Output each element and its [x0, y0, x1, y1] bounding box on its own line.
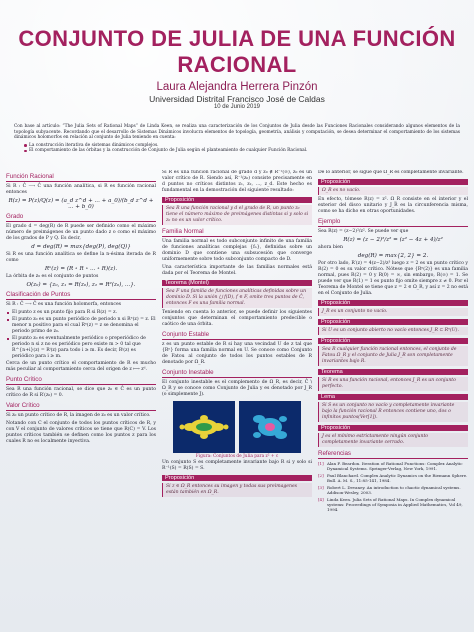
- column-3: [318, 170, 468, 626]
- reference: [318, 461, 468, 471]
- paragraph: Teniendo en cuenta lo anterior, se puede definir los siguientes conjuntos que determinan el comportamiento predecible o caótico de una órbita.: [162, 310, 312, 327]
- paragraph: El conjunto inestable es el complemento de Ω_R, es decir, Ĉ \ Ω_R y se conoce como Conjunto de Julia y es denotado por J_R (o simplemente J).: [162, 380, 312, 397]
- block-heading: Proposición: [318, 338, 468, 344]
- section-heading: Valor Crítico: [6, 403, 156, 411]
- equation: O(z₀) = {z₀, z₁ = R(z₀), z₂ = R²(z₀), ...}.: [26, 282, 136, 288]
- equation: d = deg(R) = max{deg(P), deg(Q)}: [31, 244, 131, 250]
- block-heading: Proposición: [318, 425, 468, 431]
- list-item: El punto z₀ es eventualmente periódico o preperiódico de periodo n si z no es periódico pero existe m > 0 tal que R^{n+i}(z) = Rⁱ(z) para todo i ≥ m. Es decir, Rⁱ(z) es periódico para i ≥ m.: [6, 336, 156, 360]
- section-heading: Conjunto Inestable: [162, 370, 312, 378]
- block-body: Sea F una familia de funciones analíticas definidas sobre un dominio D. Si la unión ⋃ f(D), f ∈ F, omite tres puntos de Ĉ, entonces F es una familia normal.: [162, 288, 312, 308]
- block-heading: Proposición: [318, 179, 468, 185]
- reference-number: [3]: [318, 485, 324, 490]
- block-body: J_R es un conjunto no vacío.: [318, 308, 468, 316]
- intro-bullets: [24, 143, 460, 154]
- section-heading: Función Racional: [6, 174, 156, 182]
- reference-text: Linda Keen. Julia Sets of Rational Maps. In Complex dynamical systems: Proceedings of Symposia in Applied Mathematics, Vol 49, 1994.: [327, 497, 463, 512]
- block-body: Si S es un conjunto no vacío y completamente invariante bajo la función racional R entonces contiene uno, dos o infinitos puntos(Ver[1]).: [318, 402, 468, 422]
- paragraph: Cerca de un punto crítico el comportamiento de R es mucho más peculiar al comportamiento cerca del origen de z ⟼ zᵈ.: [6, 361, 156, 372]
- equation: deg(R) = max{2, 2} = 2.: [357, 253, 429, 259]
- paragraph: El grado d = deg(R) de R puede ser definido como el máximo número de preimágenes de un punto dado z o como el máximo de los grados de P y Q. Es decir,: [6, 224, 156, 241]
- paragraph: En efecto, tómese R(z) = z². Ω_R consiste en el interior y el exterior del disco unitario y J_R es la circunferencia misma, como se ha dicho en otras oportunidades.: [318, 197, 468, 214]
- paragraph: Si R : Ĉ ⟶ Ĉ es una función holomorfa, entonces: [6, 302, 122, 307]
- reference: [318, 473, 468, 483]
- affiliation: Universidad Distrital Francisco José de Caldas: [149, 94, 325, 104]
- block-heading: Proposición: [318, 300, 468, 306]
- paragraph: Una característica importante de las familias normales está dada por el Teorema de Montel.: [162, 265, 312, 276]
- section-heading: Grado: [6, 214, 156, 222]
- column-1: [6, 170, 156, 626]
- paragraph: La órbita de z₀ es el conjunto de puntos: [6, 274, 99, 279]
- paragraph: Sea R una función racional, se dice que z₀ ∈ Ĉ es un punto crítico de R si R′(z₀) = 0.: [6, 387, 156, 398]
- reference: [318, 485, 468, 495]
- intro-text: Con base al artículo: “The Julia Sets of Rational Maps” de Linda Keen, se realiza una caracterización de los Conjuntos de Julia desde las Funciones Racionales considerando algunos elementos de la topología subyacente. Recordando que el desarrollo de Sistemas Dinámicos involucra elementos de topología, geometría, análisis y computación, se desea determinar el comportamiento de los sistemas dinámicos holomorfos en relación al conjunto de Julia teniendo en cuenta:: [14, 124, 460, 141]
- list-item: El punto z es un punto fijo para R si R(z) = z.: [6, 310, 156, 316]
- block-body: Si U es un conjunto abierto no vacío entonces J_R ⊂ Rⁿ(U).: [318, 327, 468, 335]
- block-body: J es el mínimo estrictamente ningún conjunto completamente invariante cerrado.: [318, 433, 468, 447]
- paragraph: Un conjunto S es completamente invariante bajo R si y solo si R⁻¹(S) = R(S) = S.: [162, 460, 312, 471]
- section-heading: Clasificación de Puntos: [6, 292, 156, 300]
- paragraph: Notando con C el conjunto de todos los puntos críticos de R, y con V el conjunto de valores críticos se tiene que R(C) = V. Los puntos críticos también se definen como los puntos z para los cuales R no es localmente inyectiva.: [6, 421, 156, 444]
- block-heading: Proposición: [162, 475, 312, 481]
- paragraph: z es un punto estable de R si hay una vecindad U de z tal que {Rⁿ} forma una familia normal en U. Se conoce como Conjunto de Fatou al conjunto de todos los puntos estables de R denotado por Ω_R.: [162, 342, 312, 365]
- section-heading: Conjunto Estable: [162, 332, 312, 340]
- section-heading: Punto Crítico: [6, 377, 156, 385]
- reference-number: [4]: [318, 497, 324, 502]
- block-heading: Proposición: [318, 319, 468, 325]
- block-heading: Lema: [318, 394, 468, 400]
- paragraph: Sea R(z) = (z−2)²/z². Se puede ver que: [318, 229, 409, 234]
- column-2: [162, 170, 312, 626]
- equation: R(z) = P(z)/Q(z) = (a_d z^d + ... + a_0)/(b_d z^d + ... + b_0): [8, 198, 154, 210]
- paragraph: Si R es una función analítica se define la n-ésima iterada de R como: [6, 252, 156, 263]
- date: 10 de Junio 2019: [213, 104, 261, 110]
- equation: R(z) = (z − 2)²/z² = (z² − 4z + 4)/z²: [343, 237, 443, 243]
- list-item: El punto z₀ es un punto periódico de periodo n si Rⁿ(z) = z. El menor n positivo para el cual Rⁿ(z) = z se denomina el periodo primo de z₀.: [6, 317, 156, 335]
- section-heading: Familia Normal: [162, 229, 312, 237]
- paragraph: Una familia normal es todo subconjunto infinito de una familia de funciones analíticas complejas {fₙ}, definidas sobre un dominio D que contiene una subsucesión que converge uniformemente sobre todo subconjunto compacto de D.: [162, 239, 312, 262]
- header: [0, 0, 474, 110]
- columns: [6, 170, 468, 626]
- author: Laura Alejandra Herrera Pinzón: [156, 81, 318, 93]
- reference-text: Alan F. Beardon. Iteration of Rational Functions: Complex Analytic Dynamical Systems. Springer-Verlag, New York, 1991.: [327, 461, 463, 471]
- section-heading: Ejemplo: [318, 219, 468, 227]
- block-body: Sea R una función racional y d el grado de R, un punto z₀ tiene el número máximo de preimágenes distintas si y solo si z₀ no es un valor crítico.: [162, 205, 312, 225]
- paragraph: De lo anterior, se sigue que Ω_R es completamente invariante.: [318, 170, 464, 175]
- reference-text: Paul Blanchard. Complex Analytic Dynamics on the Riemann Sphere. Bull. A. M. S., 11:85-141, 1984.: [327, 473, 468, 483]
- reference: [318, 497, 468, 512]
- intro-bullet: La construcción iterativa de sistemas dinámicos complejos.: [24, 143, 460, 149]
- equation: Rⁿ(z) = (R ∘ R ∘ ... ∘ R)(z).: [44, 266, 118, 272]
- block-heading: Proposición: [162, 197, 312, 203]
- paragraph: ahora bien: [318, 245, 343, 250]
- paragraph: Si R es una función racional de grado d y z₀ ∉ R⁻¹(∞), z₀ es un valor crítico de R. Siendo así, R⁻¹(z₀) consiste precisamente en d puntos no críticos distintos z₁, z₂, ..., z_d. Este hecho es fundamental en la demostración del siguiente resultado:: [162, 170, 312, 193]
- block-body: Si z ∈ Ω_R entonces su imagen y todas sus preimagenes están también en Ω_R.: [162, 483, 312, 497]
- block-heading: Teorema (Montel): [162, 280, 312, 286]
- intro: [14, 124, 460, 154]
- julia-set-image-2: [239, 401, 301, 453]
- reference-number: [2]: [318, 473, 324, 478]
- julia-set-image-1: [173, 401, 235, 453]
- paragraph: Si R : Ĉ ⟶ Ĉ una función analítica, si R es función racional entonces: [6, 184, 156, 195]
- block-heading: Teorema: [318, 369, 468, 375]
- figure-caption: Figura: Conjuntos de Julia para z² + c: [195, 454, 279, 459]
- section-heading: Referencias: [318, 451, 468, 459]
- intro-bullet: El comportamiento de las órbitas y la construcción de Conjunto de Julia según el planteamiento de cualquier Función Racional.: [24, 148, 460, 154]
- reference-text: Robert L. Devaney. An introduction to chaotic dynamical systems. Addison-Wesley, 2003.: [327, 485, 461, 495]
- paragraph: Por otro lado, R′(z) = 4(z−2)/z³ luego z = 2 es un punto crítico y R(2) = 0 es su valor crítico. Nótese que {Rⁿ(2)} es una familia normal, pues R(2) = 0 y R(0) = ∞, sin embargo, R(∞) = 1. Se puede ver que R(1) = 1 es punto fijo omite siempre z ≠ 0. Por el Teorema de Montel se tiene que z = 2 ∈ Ω_R, y así z = 2 no está en el Conjunto de Julia.: [318, 261, 468, 296]
- poster-title: CONJUNTO DE JULIA DE UNA FUNCIÓN RACIONAL: [18, 26, 456, 77]
- block-body: Sea R cualquier función racional entonces, el conjunto de Fatou Ω_R y el conjunto de Julia J_R son completamente invariantes bajo R.: [318, 346, 468, 366]
- block-body: Ω_R es no vacío.: [318, 187, 468, 195]
- reference-number: [1]: [318, 461, 324, 466]
- julia-figure: [162, 401, 312, 453]
- paragraph: Si z₀ un punto crítico de R, la imagen de z₀ es un valor crítico.: [6, 413, 151, 418]
- block-body: Si R es una función racional, entonces J_R es un conjunto perfecto.: [318, 377, 468, 391]
